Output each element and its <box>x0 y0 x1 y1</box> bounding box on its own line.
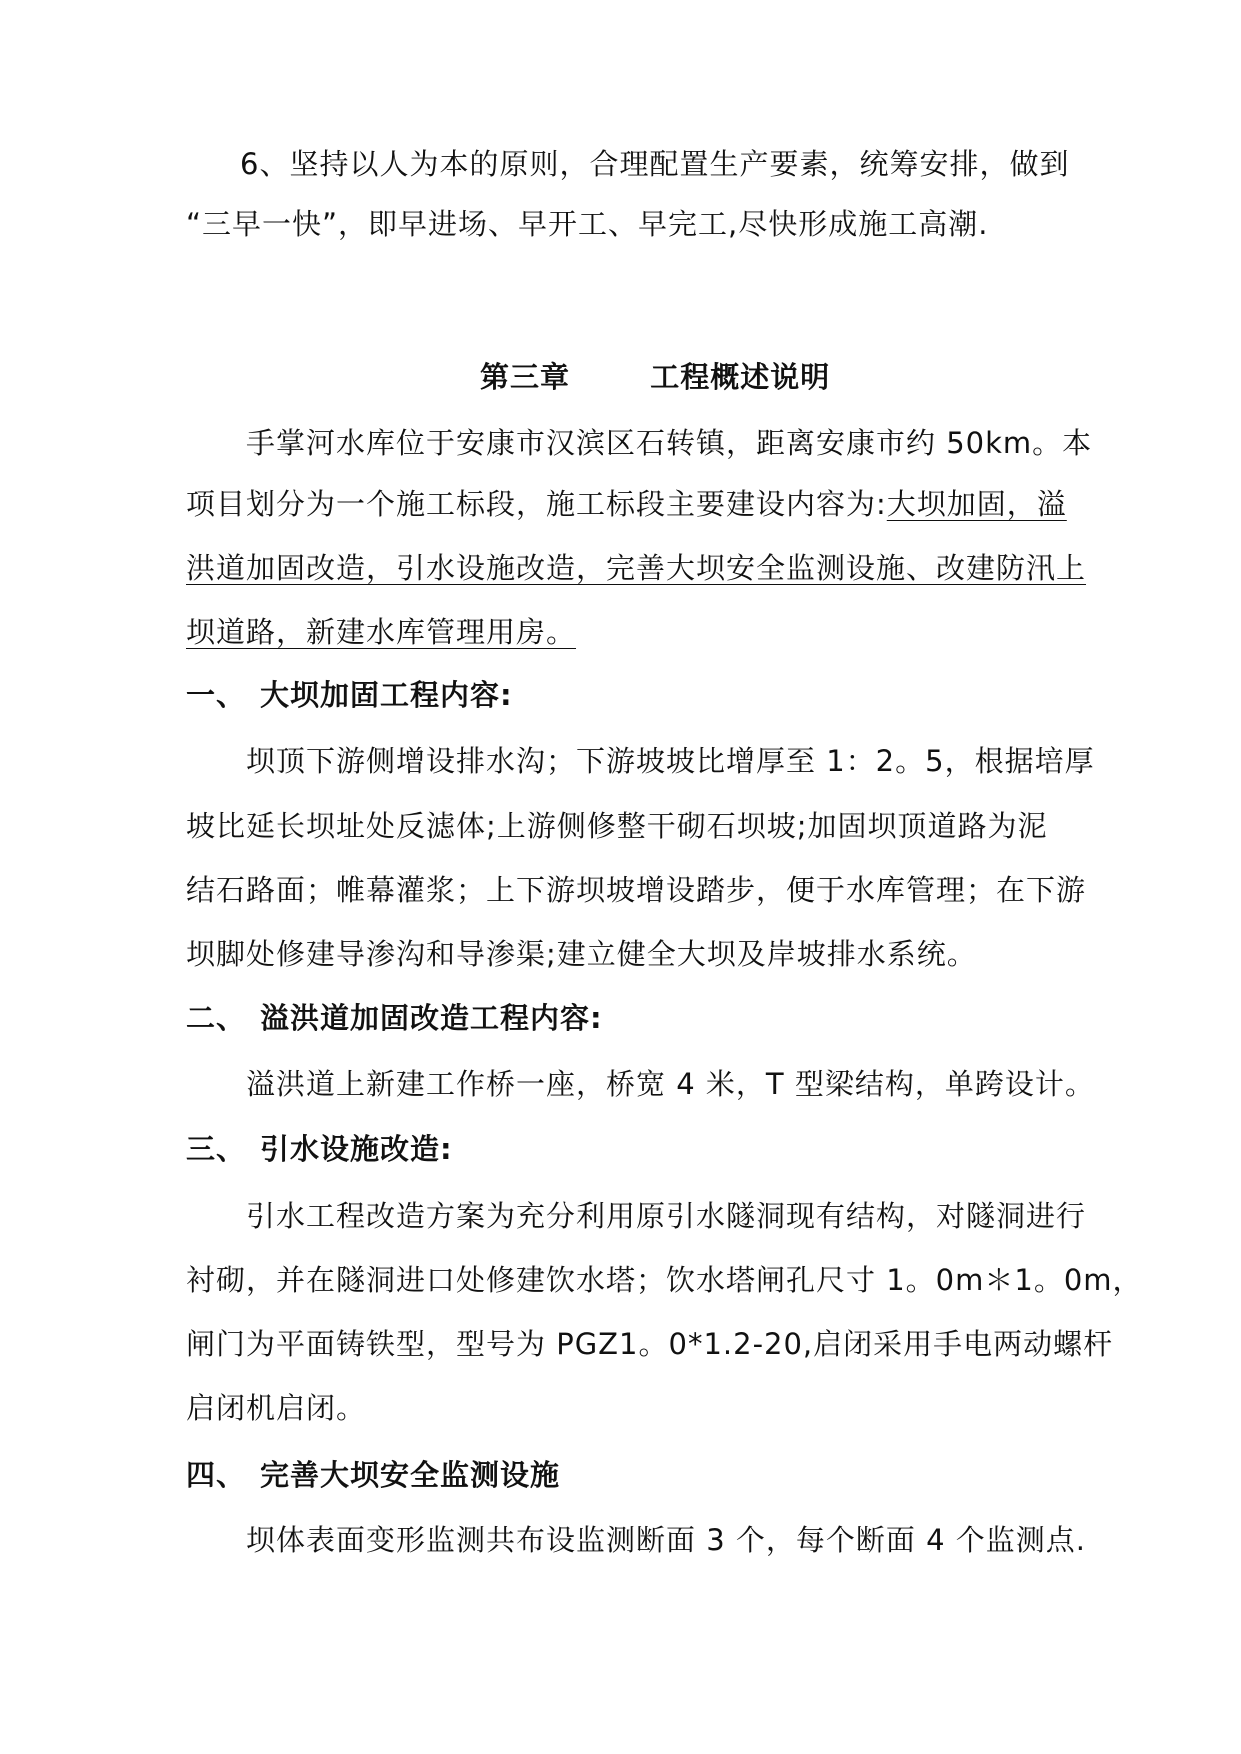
intro-line-2-underlined: 大坝加固，溢 <box>886 487 1067 521</box>
section-3-title: 引水设施改造: <box>260 1132 453 1166</box>
section-2-heading <box>186 998 603 1038</box>
section-2-number: 二、 <box>186 1001 247 1035</box>
section-4-title: 完善大坝安全监测设施 <box>260 1458 561 1492</box>
paragraph-6-line-1: 6、坚持以人为本的原则，合理配置生产要素，统筹安排，做到 <box>240 147 1070 181</box>
section-1-line-2: 坡比延长坝址处反滤体;上游侧修整干砌石坝坡;加固坝顶道路为泥 <box>186 809 1048 843</box>
section-1-heading <box>186 675 513 715</box>
intro-line-2 <box>186 484 1067 524</box>
section-4-line-1: 坝体表面变形监测共布设监测断面 3 个，每个断面 4 个监测点. <box>246 1523 1086 1557</box>
section-1-line-1: 坝顶下游侧增设排水沟；下游坡坡比增厚至 1：2。5，根据培厚 <box>246 744 1095 778</box>
section-1-line-3: 结石路面；帷幕灌浆；上下游坝坡增设踏步，便于水库管理；在下游 <box>186 873 1087 907</box>
intro-line-3: 洪道加固改造，引水设施改造，完善大坝安全监测设施、改建防汛上 <box>186 551 1087 585</box>
chapter-heading <box>480 357 830 397</box>
section-1-title: 大坝加固工程内容: <box>260 678 513 712</box>
section-2-title: 溢洪道加固改造工程内容: <box>260 1001 603 1035</box>
section-3-line-4: 启闭机启闭。 <box>186 1391 367 1425</box>
section-1-line-4: 坝脚处修建导渗沟和导渗渠;建立健全大坝及岸坡排水系统。 <box>186 937 977 971</box>
section-3-number: 三、 <box>186 1132 247 1166</box>
section-2-line-1: 溢洪道上新建工作桥一座，桥宽 4 米，T 型梁结构，单跨设计。 <box>246 1067 1095 1101</box>
section-4-number: 四、 <box>186 1458 247 1492</box>
intro-line-4: 坝道路，新建水库管理用房。 <box>186 615 577 649</box>
section-1-number: 一、 <box>186 678 247 712</box>
chapter-number: 第三章 <box>480 360 571 394</box>
chapter-title: 工程概述说明 <box>650 360 831 394</box>
paragraph-6-line-2: “三早一快”，即早进场、早开工、早完工,尽快形成施工高潮. <box>186 207 989 241</box>
section-3-line-3: 闸门为平面铸铁型，型号为 PGZ1。0*1.2-20,启闭采用手电两动螺杆 <box>186 1327 1114 1361</box>
intro-line-2-plain: 项目划分为一个施工标段，施工标段主要建设内容为: <box>186 487 887 521</box>
section-3-heading <box>186 1129 453 1169</box>
section-4-heading <box>186 1455 560 1495</box>
section-3-line-2: 衬砌，并在隧洞进口处修建饮水塔；饮水塔闸孔尺寸 1。0m＊1。0m， <box>186 1263 1143 1297</box>
section-3-line-1: 引水工程改造方案为充分利用原引水隧洞现有结构，对隧洞进行 <box>246 1199 1087 1233</box>
intro-line-1: 手掌河水库位于安康市汉滨区石转镇，距离安康市约 50km。本 <box>246 426 1093 460</box>
